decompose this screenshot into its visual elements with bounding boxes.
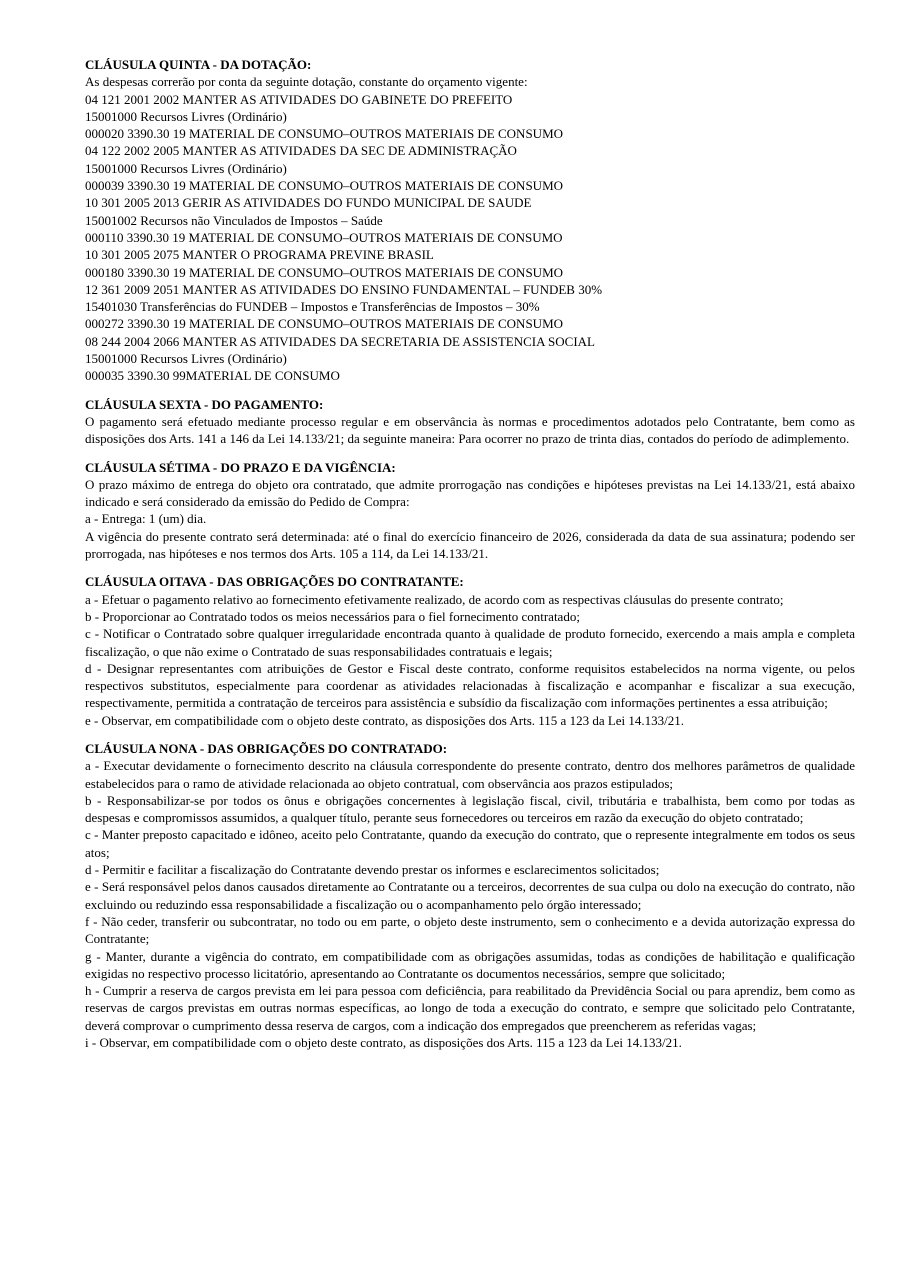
obligation-item: i - Observar, em compatibilidade com o objeto deste contrato, as disposições dos Arts. 115 a 123 da Lei 14.133/21. [85, 1035, 682, 1051]
dotacao-line: 000272 3390.30 19 MATERIAL DE CONSUMO–OUTROS MATERIAIS DE CONSUMO [85, 316, 564, 332]
clause-paragraph: O pagamento será efetuado mediante processo regular e em observância às normas e procedimentos adotados pelo Contratante, bem como as disposições dos Arts. 141 a 146 da Lei 14.133/21; da seguinte maneira: Para ocorrer no prazo de trinta dias, contados do período de adimplemento. [85, 413, 855, 447]
clause-quinta [85, 56, 855, 385]
obligation-item: e - Observar, em compatibilidade com o objeto deste contrato, as disposições dos Arts. 115 a 123 da Lei 14.133/21. [85, 712, 685, 728]
clause-nona [85, 740, 855, 1051]
dotacao-line: 000020 3390.30 19 MATERIAL DE CONSUMO–OUTROS MATERIAIS DE CONSUMO [85, 126, 564, 142]
obligation-item: c - Notificar o Contratado sobre qualquer irregularidade encontrada quanto à qualidade de produto fornecido, exercendo a mais ampla e completa fiscalização, o que não exime o Contratado de suas responsabilidades contratuais e legais; [85, 626, 855, 659]
dotacao-intro: As despesas correrão por conta da seguinte dotação, constante do orçamento vigente: [85, 74, 528, 90]
clause-oitava [85, 573, 855, 729]
dotacao-line: 08 244 2004 2066 MANTER AS ATIVIDADES DA SECRETARIA DE ASSISTENCIA SOCIAL [85, 333, 595, 349]
clause-nona-heading: CLÁUSULA NONA - DAS OBRIGAÇÕES DO CONTRATADO: [85, 740, 448, 756]
dotacao-line: 000039 3390.30 19 MATERIAL DE CONSUMO–OUTROS MATERIAIS DE CONSUMO [85, 178, 564, 194]
dotacao-line: 000110 3390.30 19 MATERIAL DE CONSUMO–OUTROS MATERIAIS DE CONSUMO [85, 229, 563, 245]
dotacao-line: 000035 3390.30 99MATERIAL DE CONSUMO [85, 368, 340, 384]
obligation-item: b - Proporcionar ao Contratado todos os meios necessários para o fiel fornecimento contratado; [85, 608, 580, 624]
clause-setima-heading: CLÁUSULA SÉTIMA - DO PRAZO E DA VIGÊNCIA: [85, 459, 396, 475]
dotacao-line: 04 122 2002 2005 MANTER AS ATIVIDADES DA SEC DE ADMINISTRAÇÃO [85, 143, 517, 159]
dotacao-line: 10 301 2005 2075 MANTER O PROGRAMA PREVINE BRASIL [85, 247, 434, 263]
obligation-item: d - Designar representantes com atribuições de Gestor e Fiscal deste contrato, conforme requisitos estabelecidos na norma vigente, ou pelos respectivos substitutos, especialmente para coordenar as atividades relacionadas à fiscalização e acompanhar e fiscalizar a sua execução, respectivamente, permitida a contratação de terceiros para assistência e subsídio da fiscalização com informações pertinentes a essa atribuição; [85, 660, 855, 711]
clause-quinta-heading: CLÁUSULA QUINTA - DA DOTAÇÃO: [85, 57, 312, 72]
dotacao-line: 10 301 2005 2013 GERIR AS ATIVIDADES DO FUNDO MUNICIPAL DE SAUDE [85, 195, 532, 211]
clause-paragraph: O prazo máximo de entrega do objeto ora contratado, que admite prorrogação nas condições e hipóteses previstas na Lei 14.133/21, está abaixo indicado e será considerado da emissão do Pedido de Compra: [85, 476, 855, 510]
obligation-item: a - Efetuar o pagamento relativo ao fornecimento efetivamente realizado, de acordo com as respectivas cláusulas do presente contrato; [85, 591, 784, 607]
obligation-item: a - Executar devidamente o fornecimento descrito na cláusula correspondente do presente contrato, dentro dos melhores parâmetros de qualidade estabelecidos para o ramo de atividade relacionada ao objeto contratual, com observância aos prazos estipulados; [85, 758, 855, 791]
obligation-item: b - Responsabilizar-se por todos os ônus e obrigações concernentes à legislação fiscal, civil, tributária e trabalhista, bem como por todas as despesas e compromissos assumidos, a qualquer título, perante seus fornecedores ou terceiros em razão da execução do objeto contratado; [85, 792, 855, 826]
dotacao-line: 12 361 2009 2051 MANTER AS ATIVIDADES DO ENSINO FUNDAMENTAL – FUNDEB 30% [85, 281, 603, 297]
obligation-item: h - Cumprir a reserva de cargos prevista em lei para pessoa com deficiência, para reabilitado da Previdência Social ou para aprendiz, bem como as reservas de cargos previstas em outras normas específicas, ao longo de toda a execução do contrato, e sempre que solicitado pelo Contratante, deverá comprovar o cumprimento dessa reserva de cargos, com a indicação dos empregados que preencherem as referidas vagas; [85, 983, 855, 1033]
obligation-item: g - Manter, durante a vigência do contrato, em compatibilidade com as obrigações assumidas, todas as condições de habilitação e qualificação exigidas no respectivo processo licitatório, apresentando ao Contratante os documentos necessários, sempre que solicitado; [85, 948, 855, 981]
obligation-item: c - Manter preposto capacitado e idôneo, aceito pelo Contratante, quando da execução do contrato, que o represente integralmente em todos os seus atos; [85, 827, 855, 860]
obligation-item: e - Será responsável pelos danos causados diretamente ao Contratante ou a terceiros, decorrentes de sua culpa ou dolo na execução do contrato, não excluindo ou reduzindo essa responsabilidade a fiscalização ou o acompanhamento pelo órgão interessado; [85, 879, 855, 912]
clause-sexta-heading: CLÁUSULA SEXTA - DO PAGAMENTO: [85, 396, 324, 412]
dotacao-line: 15001000 Recursos Livres (Ordinário) [85, 160, 287, 176]
obligation-item: f - Não ceder, transferir ou subcontratar, no todo ou em parte, o objeto deste instrumento, sem o conhecimento e a devida autorização expressa do Contratante; [85, 913, 855, 947]
clause-paragraph: A vigência do presente contrato será determinada: até o final do exercício financeiro de 2026, considerada da data de sua assinatura; podendo ser prorrogada, nas hipóteses e nos termos dos Arts. 105 a 114, da Lei 14.133/21. [85, 528, 855, 562]
clause-oitava-heading: CLÁUSULA OITAVA - DAS OBRIGAÇÕES DO CONTRATANTE: [85, 574, 464, 590]
dotacao-line: 15001002 Recursos não Vinculados de Impostos – Saúde [85, 212, 383, 228]
obligation-item: d - Permitir e facilitar a fiscalização do Contratante devendo prestar os informes e esclarecimentos solicitados; [85, 862, 660, 878]
dotacao-line: 15001000 Recursos Livres (Ordinário) [85, 108, 287, 124]
dotacao-line: 15401030 Transferências do FUNDEB – Impostos e Transferências de Impostos – 30% [85, 299, 540, 315]
delivery-term-line: a - Entrega: 1 (um) dia. [85, 511, 207, 527]
clause-sexta [85, 396, 855, 448]
dotacao-line: 04 121 2001 2002 MANTER AS ATIVIDADES DO GABINETE DO PREFEITO [85, 91, 513, 107]
clause-setima [85, 459, 855, 563]
dotacao-line: 000180 3390.30 19 MATERIAL DE CONSUMO–OUTROS MATERIAIS DE CONSUMO [85, 264, 564, 280]
dotacao-line: 15001000 Recursos Livres (Ordinário) [85, 351, 287, 367]
